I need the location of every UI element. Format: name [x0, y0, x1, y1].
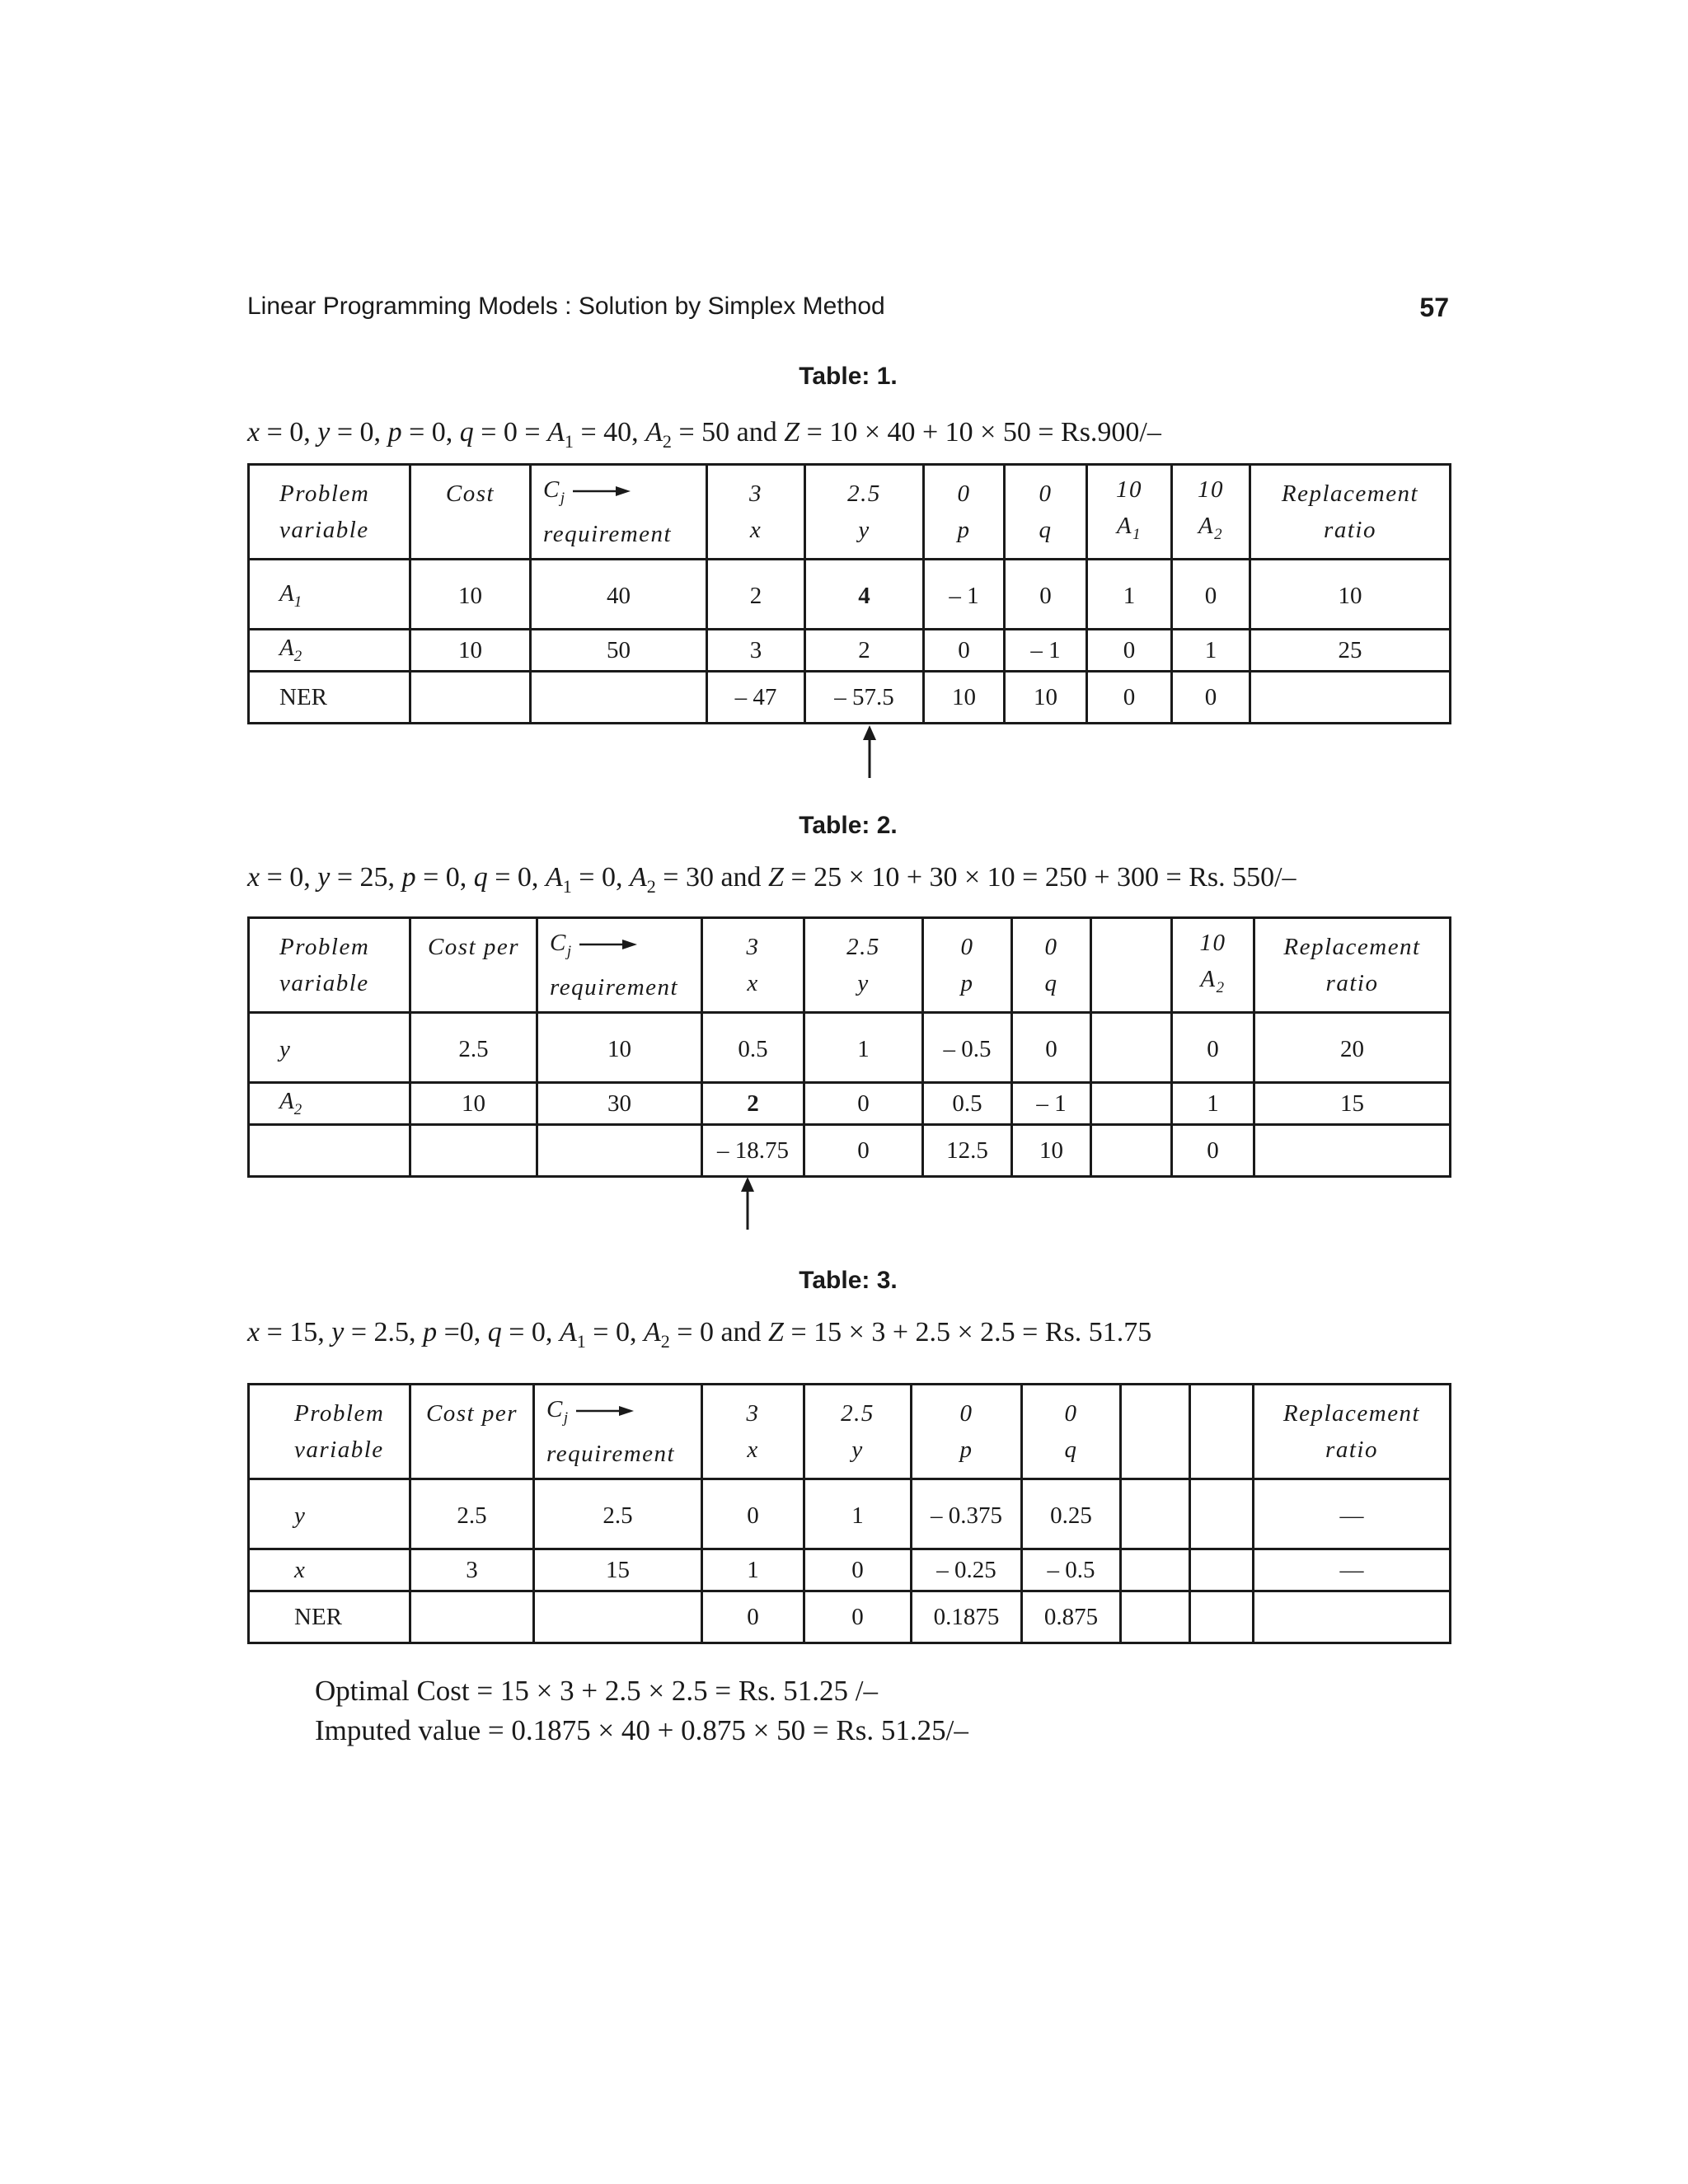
cell-base-letter: A: [1116, 512, 1133, 539]
header-cell: [1005, 465, 1087, 560]
table-row: [249, 1125, 1451, 1177]
table-cell: – 0.5: [923, 1013, 1012, 1083]
table-cell: [1250, 672, 1451, 724]
table-cell: 10: [1250, 560, 1451, 630]
header-bottom-label: requirement: [546, 1441, 676, 1468]
table1-equation: x = 0, y = 0, p = 0, $q = 0 = A_1 = 40$, $A_2 = 50$ and Z = 10 × 40 + 10 × 50 = Rs.900/–: [247, 417, 1161, 452]
header-cell: [1172, 465, 1250, 560]
optimal-cost-line: Optimal Cost = 15 × 3 + 2.5 × 2.5 = Rs. 51.25 /–: [315, 1675, 879, 1707]
math-variable: q: [459, 417, 474, 448]
math-variable: A: [645, 417, 663, 448]
table-cell: 50: [531, 630, 707, 672]
cell-subscript: 2: [293, 647, 302, 665]
math-variable: p: [387, 417, 402, 448]
header-cell: [534, 1385, 702, 1479]
header-bottom-label: requirement: [543, 521, 673, 548]
math-variable: A: [545, 862, 563, 893]
header-top-label: Problem: [294, 1400, 385, 1427]
math-variable: y: [317, 862, 331, 893]
table2-equation: x = 0, y = 25, p = 0, q = 0, $A_1 = 0$, $A_2 = 30$ and Z = 25 × 10 + 30 × 10 = 250 + 300 = Rs. 550/–: [247, 862, 1296, 897]
header-title: Linear Programming Models : Solution by Simplex Method: [247, 293, 885, 320]
header-cell: [249, 918, 410, 1013]
header-bottom-label: [415, 512, 526, 548]
table3-caption: Table: 3.: [799, 1267, 898, 1294]
header-top-label: Replacement: [1283, 934, 1421, 960]
table2-caption: Table: 2.: [799, 812, 898, 839]
cell-base-letter: A: [279, 580, 294, 607]
cell-base-letter: A: [279, 1088, 294, 1115]
table-cell: 0: [1012, 1013, 1091, 1083]
header-cell: [804, 1385, 912, 1479]
header-cell: [1254, 1385, 1451, 1479]
table-cell: 2: [707, 560, 805, 630]
table-cell: 12.5: [923, 1125, 1012, 1177]
header-cell: [1091, 918, 1172, 1013]
header-bottom-label: [1194, 1413, 1249, 1450]
basis-variable-cell: x: [249, 1549, 410, 1591]
header-bottom-label: requirement: [550, 974, 679, 1001]
table-cell: 0: [804, 1591, 912, 1643]
header-bottom-label: x: [749, 517, 762, 543]
table-cell: [410, 1591, 534, 1643]
table-cell: 15: [534, 1549, 702, 1591]
table-cell: 1: [804, 1013, 923, 1083]
table-cell: [410, 1125, 537, 1177]
table-cell: 0.1875: [912, 1591, 1022, 1643]
table-cell: [1121, 1591, 1190, 1643]
table-cell: 0: [1087, 672, 1172, 724]
pivot-column-arrow-icon: [860, 725, 879, 778]
table-cell: – 18.75: [702, 1125, 804, 1177]
right-arrow-icon: [573, 485, 631, 497]
table-cell: – 1: [1012, 1083, 1091, 1125]
table-cell: 4: [805, 560, 924, 630]
cj-label: $C_j$: [550, 929, 573, 960]
header-bottom-label: ratio: [1325, 1436, 1378, 1463]
header-cell: [537, 918, 702, 1013]
table-cell: 10: [410, 1083, 537, 1125]
header-bottom-label: x: [747, 970, 759, 996]
table-cell: 2.5: [410, 1013, 537, 1083]
table-row: [249, 672, 1451, 724]
header-bottom-label: y: [857, 970, 870, 996]
table-cell: [531, 672, 707, 724]
table-cell: 0.875: [1022, 1591, 1121, 1643]
cell-base-letter: A: [279, 635, 294, 662]
table-cell: 1: [1172, 1083, 1254, 1125]
table-cell: 0: [1087, 630, 1172, 672]
table-cell: 0.5: [702, 1013, 804, 1083]
simplex-table-2: [247, 916, 1451, 1178]
basis-variable-cell: [249, 630, 410, 672]
header-bottom-label: [1091, 508, 1167, 553]
header-bottom-label: variable: [279, 970, 369, 996]
table-cell: – 47: [707, 672, 805, 724]
table-cell: 10: [1005, 672, 1087, 724]
header-top-label: Problem: [279, 480, 370, 507]
table-cell: 3: [410, 1549, 534, 1591]
header-top-label: Problem: [279, 934, 370, 960]
basis-variable-cell: [249, 1083, 410, 1125]
table-cell: – 1: [924, 560, 1005, 630]
math-variable: A: [559, 1317, 577, 1347]
header-top-label: 0: [1039, 480, 1053, 507]
header-cell: [1190, 1385, 1254, 1479]
table-row: [249, 1083, 1451, 1125]
header-row: [249, 1385, 1451, 1479]
basis-variable-cell: NER: [249, 672, 410, 724]
header-cell: [410, 1385, 534, 1479]
table-cell: 30: [537, 1083, 702, 1125]
header-bottom-label: [415, 965, 532, 1001]
cell-subscript: 2: [1216, 978, 1226, 996]
header-cell: [1172, 918, 1254, 1013]
header-bottom-label: q: [1044, 970, 1058, 996]
table-cell: – 0.375: [912, 1479, 1022, 1549]
table3-equation: x = 15, y = 2.5, p =0, q = 0, $A_1 = 0$, $A_2 = 0$ and Z = 15 × 3 + 2.5 × 2.5 = Rs. 51.75: [247, 1317, 1152, 1352]
math-subscript: 2: [660, 1330, 670, 1352]
header-bottom-label: x: [747, 1436, 759, 1463]
header-bottom-label: q: [1039, 517, 1053, 543]
table-cell: 0: [1172, 560, 1250, 630]
table-cell: 0: [924, 630, 1005, 672]
header-top-label: 0: [957, 480, 971, 507]
basis-variable-cell: [249, 560, 410, 630]
table-cell: 0: [1172, 1125, 1254, 1177]
header-bottom-label: ratio: [1325, 970, 1379, 996]
header-top-label: 2.5: [847, 480, 881, 507]
table-cell: 2: [805, 630, 924, 672]
header-cell: [531, 465, 707, 560]
table-cell: 2.5: [410, 1479, 534, 1549]
table-cell: – 0.25: [912, 1549, 1022, 1591]
math-variable: x: [247, 862, 260, 893]
table-cell: 1: [804, 1479, 912, 1549]
header-row: [249, 918, 1451, 1013]
header-cell: [249, 1385, 410, 1479]
table-row: [249, 1479, 1451, 1549]
header-cell: [804, 918, 923, 1013]
header-top-label: 0: [1064, 1400, 1078, 1427]
header-cell: [410, 918, 537, 1013]
header-cell: [249, 465, 410, 560]
cell-subscript: 2: [293, 1100, 302, 1118]
right-arrow-icon: [576, 1405, 634, 1417]
table-cell: 0.5: [923, 1083, 1012, 1125]
table-row: [249, 1591, 1451, 1643]
header-cell: [410, 465, 531, 560]
header-top-label: [546, 1391, 697, 1436]
table-cell: 0.25: [1022, 1479, 1121, 1549]
header-top-label: [543, 471, 702, 517]
table-cell: 20: [1254, 1013, 1451, 1083]
math-variable: y: [331, 1317, 345, 1347]
cell-subscript: 1: [1132, 525, 1142, 543]
table-cell: 10: [924, 672, 1005, 724]
page-number: 57: [1419, 293, 1449, 322]
table-row: [249, 1549, 1451, 1591]
table-cell: – 57.5: [805, 672, 924, 724]
header-bottom-label: ratio: [1324, 517, 1376, 543]
table-cell: 1: [702, 1549, 804, 1591]
header-top-label: 3: [749, 480, 762, 507]
math-subscript: 2: [662, 430, 672, 452]
header-top-label: 3: [746, 1400, 760, 1427]
table-cell: —: [1254, 1549, 1451, 1591]
header-cell: [1250, 465, 1451, 560]
math-variable: A: [629, 862, 647, 893]
table-cell: 10: [537, 1013, 702, 1083]
math-subscript: 1: [576, 1330, 586, 1352]
cell-subscript: 1: [293, 593, 302, 611]
table-cell: —: [1254, 1479, 1451, 1549]
basis-variable-cell: NER: [249, 1591, 410, 1643]
table-row: [249, 560, 1451, 630]
table-cell: [1254, 1591, 1451, 1643]
math-variable: Z: [768, 1317, 784, 1347]
cj-label: $C_j$: [546, 1395, 570, 1427]
table-cell: – 0.5: [1022, 1549, 1121, 1591]
header-top-label: Replacement: [1282, 1400, 1421, 1427]
math-variable: A: [547, 417, 565, 448]
imputed-value-line: Imputed value = 0.1875 × 40 + 0.875 × 50 = Rs. 51.25/–: [315, 1714, 968, 1746]
table-cell: 0: [1005, 560, 1087, 630]
math-subscript: 1: [564, 430, 574, 452]
basis-variable-cell: y: [249, 1013, 410, 1083]
header-cell: [702, 1385, 804, 1479]
header-top-label: Replacement: [1281, 480, 1419, 507]
header-top-label: 3: [746, 934, 760, 960]
table-cell: 0: [702, 1479, 804, 1549]
table-cell: [1121, 1549, 1190, 1591]
basis-variable-cell: y: [249, 1479, 410, 1549]
header-top-label: 0: [960, 934, 974, 960]
header-bottom-label: [1095, 947, 1167, 983]
header-cell: [1087, 465, 1172, 560]
table-cell: 2.5: [534, 1479, 702, 1549]
basis-variable-cell: [249, 1125, 410, 1177]
pivot-column-arrow-icon: [738, 1177, 757, 1230]
running-header: [247, 293, 1449, 321]
table-cell: [534, 1591, 702, 1643]
header-cell: [1121, 1385, 1190, 1479]
header-top-label: 10: [1116, 476, 1142, 503]
header-bottom-label: [1176, 961, 1250, 1006]
table-cell: 3: [707, 630, 805, 672]
table-cell: [1091, 1013, 1172, 1083]
header-bottom-label: variable: [279, 517, 369, 543]
header-bottom-label: variable: [294, 1436, 384, 1463]
table-cell: 0: [804, 1083, 923, 1125]
table-cell: 2: [702, 1083, 804, 1125]
math-variable: q: [487, 1317, 502, 1347]
table-cell: [1254, 1125, 1451, 1177]
header-top-label: Cost per: [427, 934, 520, 960]
header-bottom-label: p: [960, 970, 974, 996]
table-cell: 0: [804, 1125, 923, 1177]
header-top-label: Cost per: [425, 1400, 518, 1427]
header-top-label: Cost: [445, 480, 495, 507]
table-cell: 10: [1012, 1125, 1091, 1177]
header-cell: [805, 465, 924, 560]
table-cell: 0: [1172, 672, 1250, 724]
header-top-label: 10: [1199, 929, 1226, 956]
header-bottom-label: [1176, 508, 1245, 553]
math-variable: q: [473, 862, 488, 893]
table-cell: [1091, 1125, 1172, 1177]
table1-caption: Table: 1.: [799, 363, 898, 390]
header-bottom-label: [415, 1432, 529, 1468]
table-cell: 0: [1172, 1013, 1254, 1083]
header-row: [249, 465, 1451, 560]
cj-label: $C_j$: [543, 476, 566, 507]
header-top-label: 0: [959, 1400, 973, 1427]
table-cell: 10: [410, 630, 531, 672]
math-variable: p: [423, 1317, 438, 1347]
header-bottom-label: q: [1064, 1436, 1078, 1463]
header-top-label: 10: [1198, 476, 1224, 503]
table-row: [249, 1013, 1451, 1083]
table-cell: [537, 1125, 702, 1177]
table-row: [249, 630, 1451, 672]
cell-subscript: 2: [1214, 525, 1224, 543]
math-variable: y: [317, 417, 331, 448]
header-cell: [707, 465, 805, 560]
math-variable: x: [247, 417, 260, 448]
math-subscript: 1: [562, 875, 572, 897]
math-subscript: 2: [646, 875, 656, 897]
table-cell: 15: [1254, 1083, 1451, 1125]
header-bottom-label: y: [851, 1436, 864, 1463]
header-cell: [912, 1385, 1022, 1479]
header-top-label: 2.5: [841, 1400, 874, 1427]
table-cell: [1190, 1591, 1254, 1643]
cell-base-letter: A: [1198, 512, 1215, 539]
header-bottom-label: y: [858, 517, 870, 543]
table-cell: [1190, 1549, 1254, 1591]
table-cell: – 1: [1005, 630, 1087, 672]
table-cell: 10: [410, 560, 531, 630]
math-variable: A: [643, 1317, 661, 1347]
header-bottom-label: [1125, 1413, 1185, 1450]
table-cell: [1121, 1479, 1190, 1549]
header-bottom-label: p: [957, 517, 971, 543]
math-variable: Z: [784, 417, 800, 448]
table-cell: [410, 672, 531, 724]
table-cell: 25: [1250, 630, 1451, 672]
table-cell: 0: [804, 1549, 912, 1591]
table-cell: 1: [1172, 630, 1250, 672]
header-cell: [1254, 918, 1451, 1013]
header-top-label: [550, 925, 697, 970]
math-variable: x: [247, 1317, 260, 1347]
table-cell: 0: [702, 1591, 804, 1643]
math-variable: Z: [768, 862, 784, 893]
math-variable: p: [401, 862, 416, 893]
simplex-table-3: [247, 1383, 1451, 1644]
header-top-label: 0: [1044, 934, 1058, 960]
header-cell: [1012, 918, 1091, 1013]
header-cell: [702, 918, 804, 1013]
table-cell: 1: [1087, 560, 1172, 630]
header-cell: [924, 465, 1005, 560]
header-cell: [923, 918, 1012, 1013]
table-cell: [1091, 1083, 1172, 1125]
table-cell: [1190, 1479, 1254, 1549]
header-bottom-label: p: [959, 1436, 973, 1463]
header-top-label: 2.5: [846, 934, 880, 960]
simplex-table-1: [247, 463, 1451, 724]
cell-base-letter: A: [1200, 965, 1217, 992]
right-arrow-icon: [579, 939, 637, 950]
header-cell: [1022, 1385, 1121, 1479]
table-cell: 40: [531, 560, 707, 630]
